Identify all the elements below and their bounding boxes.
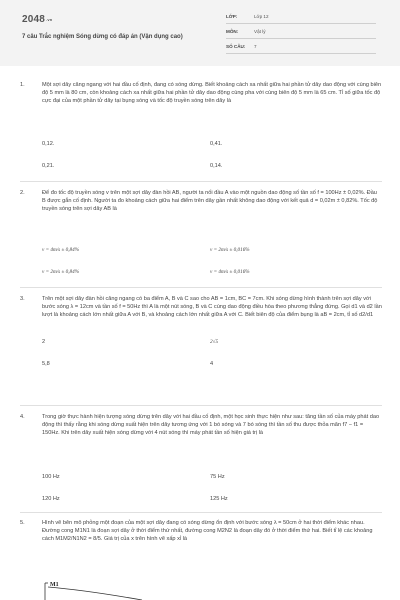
meta-class-value: Lớp 12 [254,14,269,19]
option-c[interactable]: v = 2m/s ± 0,84% [42,269,80,275]
question-number: 2. [20,190,25,196]
question-5 [20,520,382,544]
question-text: Trên một sợi dây đàn hồi căng ngang có ba điểm A, B và C sao cho AB = 1cm, BC = 7cm. Khi sóng dừng hình thành trên sợi dây với bước sóng λ = 12cm và tần số f = 50Hz thì A là một nút sóng, B và C cùng dao động điều hòa theo phương thẳng đứng. Gọi d1 và d2 lần lượt là khoảng cách lớn nhất giữa A với B, và khoảng cách lớn nhất giữa A với C. Biết biên độ của điểm bụng là aB = 2cm, tỉ số d2/d1 [42,296,382,318]
question-number: 4. [20,414,25,420]
option-b[interactable]: v = 2m/s ± 0,016% [210,247,250,253]
meta-question-count [226,41,376,54]
divider [20,181,382,182]
option-d[interactable]: 4 [210,361,214,367]
meta-subject-value: Vật lý [254,29,266,34]
option-d[interactable]: v = 4m/s ± 0,016% [210,269,250,275]
divider [20,512,382,513]
site-logo[interactable] [22,13,52,27]
option-c[interactable]: 0,21. [42,163,55,169]
document-header [0,0,400,66]
option-a[interactable]: 100 Hz [42,474,60,480]
logo-text: 2048 [22,14,46,25]
figure-label-m1: M1 [50,582,59,588]
option-c[interactable]: 5,8 [42,361,50,367]
question-number: 3. [20,296,25,302]
question-number: 1. [20,82,25,88]
divider [20,287,382,288]
meta-class-key: LỚP: [226,14,238,19]
wave-figure [42,580,182,600]
meta-count-key: SỐ CÂU: [226,44,246,49]
meta-class [226,11,376,24]
option-a[interactable]: v = 4m/s ± 0,84% [42,247,80,253]
meta-count-value: 7 [254,44,257,49]
option-d[interactable]: 0,14. [210,163,223,169]
meta-subject-key: MÔN: [226,29,239,34]
option-b[interactable]: 2√5 [210,339,219,345]
option-b[interactable]: 0,41. [210,141,223,147]
option-a[interactable]: 2 [42,339,46,345]
question-text: Để đo tốc độ truyền sóng v trên một sợi dây đàn hồi AB, người ta nối đầu A vào một nguồn dao động số tần số f = 100Hz ± 0,02%. Đầu B được gắn cố định. Người ta đo khoảng cách giữa hai điểm trên dây gần nhất không dao động với kết quả d = 0,02m ± 0,82%. Tốc độ truyền sóng trên sợi dây AB là [42,190,378,212]
option-a[interactable]: 0,12. [42,141,55,147]
meta-subject [226,26,376,39]
logo-suffix: .vn [46,16,53,22]
document-title: 7 câu Trắc nghiệm Sóng dừng có đáp án (Vận dụng cao) [22,34,183,40]
question-number: 5. [20,520,25,526]
standing-wave-diagram [42,580,182,600]
question-4 [20,414,382,438]
option-b[interactable]: 75 Hz [210,474,225,480]
question-text: Hình vẽ bên mô phỏng một đoạn của một sợi dây đang có sóng dừng ổn định với bước sóng λ = 50cm ở hai thời điểm khác nhau. Đường cong M1N1 là đoạn sợi dây ở thời điểm thứ nhất, đường cong M2N2 là đoạn dây đó ở thời điểm thứ hai. Biết tỉ lệ các khoảng cách M1M2/N1N2 = 8/5. Giá trị của x trên hình vẽ xấp xỉ là [42,520,373,542]
option-c[interactable]: 120 Hz [42,496,60,502]
option-d[interactable]: 125 Hz [210,496,228,502]
question-3 [20,296,382,320]
question-text: Một sợi dây căng ngang với hai đầu cố định, đang có sóng dừng. Biết khoảng cách xa nhất giữa hai phần tử dây dao động với cùng biên độ 5 mm là 80 cm, còn khoảng cách xa nhất giữa hai phần tử dây dao động cùng pha với cùng biên độ 5 mm là 65 cm. Tỉ số giữa tốc độ cực đại của một phần tử dây tại bụng sóng và tốc độ truyền sóng trên dây là [42,82,382,104]
question-1 [20,82,382,106]
question-2 [20,190,382,214]
divider [20,405,382,406]
question-text: Trong giờ thực hành hiện tượng sóng dừng trên dây với hai đầu cố định, một học sinh thực hiện như sau: tăng tần số của máy phát dao động thì thấy rằng khi sóng dừng xuất hiện trên dây tương ứng với 1 bó sóng và 7 bó sóng thì tần số thu được thỏa mãn f7 − f1 = 150Hz. Khi trên dây xuất hiện sóng dừng với 4 nút sóng thì máy phát tần số hiện giá trị là [42,414,380,436]
